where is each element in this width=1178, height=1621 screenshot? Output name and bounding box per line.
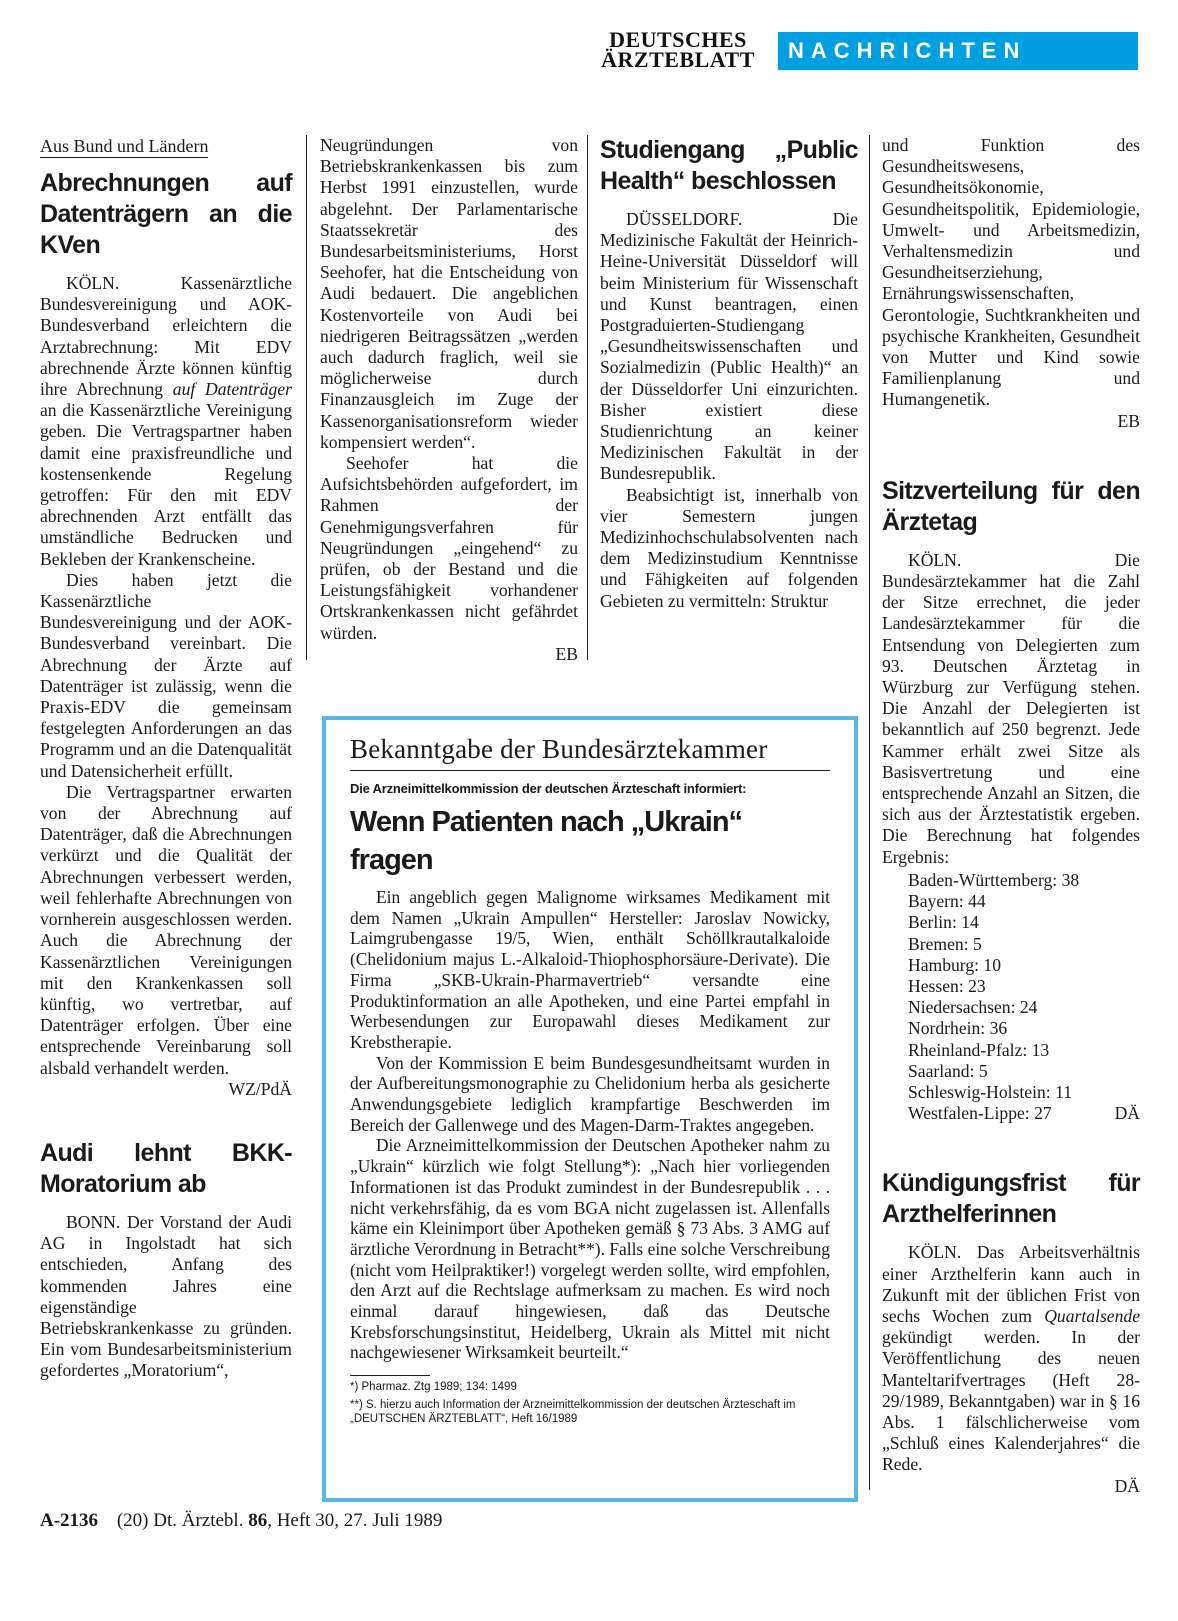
list-item: Berlin: 14 bbox=[908, 912, 979, 933]
article5-paragraph: KÖLN. Das Arbeitsverhältnis einer Arzthelferin kann auch in Zukunft mit der üblichen Frist von sechs Wochen zum Quartalsende gekündigt werden. In der Veröffentlichung des neuen Manteltarifvertrages (Heft 28-29/1989, Bekanntgaben) war in § 16 Abs. 1 fälschlicherweise vom „Schluß eines Kalenderjahres“ die Rede. bbox=[882, 1242, 1140, 1475]
list-item: Westfalen-Lippe: 27 DÄ bbox=[908, 1103, 1140, 1124]
column-rule bbox=[869, 135, 870, 1490]
box-paragraph: Ein angeblich gegen Malignome wirksames Medikament mit dem Namen „Ukrain Ampullen“ Hersteller: Jaroslav Nowicky, Laimgrubengasse 19/5, Wien, enthält Schöllkrautalkaloide (Chelidonium majus L.-Alkaloid-Thiophosphorsäure-Derivate). Die Firma „SKB-Ukrain-Pharmavertrieb“ versandte eine Produktinformation an alle Apotheken, und eine Partei empfahl in Werbesendungen zur Europawahl dieses Medikament zur Krebstherapie. bbox=[350, 887, 830, 1052]
headline-sitzverteilung: Sitzverteilung für den Ärztetag bbox=[882, 476, 1140, 536]
list-item: Saarland: 5 bbox=[908, 1060, 988, 1081]
list-item: Bayern: 44 bbox=[908, 891, 986, 912]
citation-suffix: , Heft 30, 27. Juli 1989 bbox=[267, 1510, 443, 1531]
list-item: Schleswig-Holstein: 11 bbox=[908, 1081, 1073, 1102]
citation-prefix: (20) Dt. Ärztebl. bbox=[116, 1510, 244, 1531]
list-item: Niedersachsen: 24 bbox=[908, 997, 1038, 1018]
column-1 bbox=[40, 135, 292, 1382]
column-3 bbox=[600, 135, 858, 612]
box-kicker: Bekanntgabe der Bundesärztekammer bbox=[350, 734, 830, 771]
page-footer bbox=[40, 1510, 442, 1532]
article1-paragraph: Die Vertragspartner erwarten von der Abrechnung auf Datenträger, daß die Abrechnungen verkürzt und die Qualität der Abrechnungen verbessert werden, weil fehlerhafte Abrechnungen von vornherein ausgeschlossen werden. Auch die Abrechnung der Kassenärztlichen Vereinigungen mit den Krankenkassen soll künftig, wo vertretbar, auf Datenträger erfolgen. Über eine entsprechende Vereinbarung soll alsbald verhandelt werden. bbox=[40, 781, 292, 1078]
footnote-rule bbox=[350, 1375, 430, 1376]
rubric: Aus Bund und Ländern bbox=[40, 136, 209, 156]
list-item: Hessen: 23 bbox=[908, 975, 986, 996]
journal-logo bbox=[598, 27, 758, 72]
volume-number: 86 bbox=[248, 1510, 268, 1531]
list-item: Hamburg: 10 bbox=[908, 954, 1002, 975]
footnote: **) S. hierzu auch Information der Arzneimittelkommission der deutschen Ärzteschaft im „DEUTSCHEN ÄRZTEBLATT“, Heft 16/1989 bbox=[350, 1399, 796, 1426]
article1-paragraph: KÖLN. Kassenärztliche Bundesvereinigung und AOK-Bundesverband erleichtern die Arztabrechnung: Mit EDV abrechnende Ärzte können künftig ihre Abrechnung auf Datenträger an die Kassenärztliche Vereinigung geben. Die Vertragspartner haben damit eine praxisfreundliche und kostensenkende Regelung getroffen: Für den mit EDV abrechnenden Arzt entfällt das umständliche Bedrucken und Bekleben der Krankenscheine. bbox=[40, 273, 292, 569]
box-title: Wenn Patienten nach „Ukrain“ fragen bbox=[350, 806, 743, 876]
list-item: Bremen: 5 bbox=[908, 933, 982, 954]
headline-audi: Audi lehnt BKK-Moratorium ab bbox=[40, 1138, 292, 1198]
list-item: Baden-Württemberg: 38 bbox=[908, 869, 1080, 890]
headline-abrechnungen: Abrechnungen auf Datenträgern an die KVen bbox=[40, 169, 292, 259]
article2-paragraph-cont: Neugründungen von Betriebskrankenkassen bis zum Herbst 1991 einzustellen, wurde abgelehnt. Der Parlamentarische Staatssekretär des Bundesarbeitsministeriums, Horst Seehofer, hat die Entscheidung von Audi bedauert. Die angeblichen Kostenvorteile von Audi bei niedrigeren Beitragssätzen „werden auch dadurch fraglich, weil sie möglicherweise durch Finanzausgleich im Zuge der Kassenorganisationsreform wieder kompensiert werden“. bbox=[320, 135, 578, 452]
announcement-box bbox=[322, 716, 858, 1502]
headline-public-health: Studiengang „Public Health“ beschlossen bbox=[600, 136, 858, 195]
box-body bbox=[350, 887, 830, 1363]
signature: WZ/PdÄ bbox=[228, 1078, 292, 1099]
section-banner: NACHRICHTEN bbox=[778, 32, 1138, 70]
box-paragraph: Von der Kommission E beim Bundesgesundheitsamt wurden in der Aufbereitungsmonographie zu Chelidonium herba als gesicherte Anwendungsgebiete lediglich krampfartige Beschwerden im Bereich der Gallenwege und des Magen-Darm-Traktes angegeben. bbox=[350, 1052, 830, 1135]
list-item: Nordrhein: 36 bbox=[908, 1018, 1008, 1039]
footnote: *) Pharmaz. Ztg 1989; 134: 1499 bbox=[350, 1381, 517, 1394]
box-overline: Die Arzneimittelkommission der deutschen Ärzteschaft informiert: bbox=[350, 781, 747, 796]
headline-kuendigungsfrist: Kündigungsfrist für Arzthelferinnen bbox=[882, 1169, 1140, 1229]
article3-paragraph: DÜSSELDORF. Die Medizinische Fakultät der Heinrich-Heine-Universität Düsseldorf will beim Ministerium für Wissenschaft und Kunst beantragen, einen Postgraduierten-Studiengang „Gesundheitswissenschaften und Sozialmedizin (Public Health)“ an der Düsseldorfer Uni einzurichten. Bisher existiert diese Studienrichtung an keiner Medizinischen Fakultät in der Bundesrepublik. bbox=[600, 209, 858, 484]
logo-line-2: ÄRZTEBLATT bbox=[601, 47, 755, 72]
column-rule bbox=[306, 135, 307, 660]
column-2 bbox=[320, 135, 578, 665]
list-item: Rheinland-Pfalz: 13 bbox=[908, 1039, 1050, 1060]
article4-paragraph: KÖLN. Die Bundesärztekammer hat die Zahl der Sitze errechnet, die jeder Landesärztekammer für die Entsendung von Delegierten zum 93. Deutschen Ärztetag in Würzburg zur Verfügung stehen. Die Anzahl der Delegierten ist bekanntlich auf 250 begrenzt. Jede Kammer erhält zwei Sitze als Basisvertretung und eine entsprechende Anzahl an Sitzen, die sich aus der Ärztestatistik ergeben. Die Berechnung hat folgendes Ergebnis: bbox=[882, 549, 1140, 867]
signature: DÄ bbox=[1114, 1475, 1140, 1496]
article3-paragraph: Beabsichtigt ist, innerhalb von vier Semestern jungen Medizinhochschulabsolventen nach dem Medizinstudium Kenntnisse und Fähigkeiten auf folgenden Gebieten zu vermitteln: Struktur bbox=[600, 484, 858, 611]
article1-paragraph: Dies haben jetzt die Kassenärztliche Bundesvereinigung und der AOK-Bundesverband vereinbart. Die Abrechnung der Ärzte auf Datenträger ist zulässig, wenn die Praxis-EDV die gemeinsam festgelegten Anforderungen an das Programm und an die Datenqualität und Datensicherheit erfüllt. bbox=[40, 569, 292, 781]
delegate-list bbox=[882, 870, 1140, 1124]
article3-paragraph-cont: und Funktion des Gesundheitswesens, Gesundheitsökonomie, Gesundheitspolitik, Epidemiologie, Umwelt- und Arbeitsmedizin, Verhaltensmedizin und Gesundheitserziehung, Ernährungswissenschaften, Gerontologie, Suchtkrankheiten und psychische Krankheiten, Gesundheit von Mutter und Kind sowie Familienplanung und Humangenetik. bbox=[882, 135, 1140, 410]
masthead bbox=[598, 27, 1138, 72]
signature: DÄ bbox=[1114, 1103, 1140, 1124]
box-paragraph: Die Arzneimittelkommission der Deutschen Apotheker nahm zu „Ukrain“ kürzlich wie folgt Stellung*): „Nach hier vorliegenden Informationen ist das Produkt zumindest in der Bundesrepublik . . . nicht verkehrsfähig, da es vom BGA nicht zugelassen ist. Allenfalls käme ein Kleinimport über Apotheken gemäß § 73 Abs. 3 AMG auf ärztliche Verordnung in Betracht**). Falls eine solche Verschreibung (nicht vom Heilpraktiker!) vorgelegt werden sollte, wird empfohlen, den Arzt auf die Rechtslage aufmerksam zu machen. Es wird noch einmal darauf hingewiesen, daß das Deutsche Krebsforschungsinstitut, Heidelberg, Ukrain als Mittel mit nicht nachgewiesener Wirksamkeit beurteilt.“ bbox=[350, 1135, 830, 1363]
column-4 bbox=[882, 135, 1140, 1497]
logo-line-1: DEUTSCHES bbox=[609, 27, 747, 52]
column-rule bbox=[587, 135, 588, 660]
page-number: A-2136 bbox=[40, 1510, 99, 1531]
signature: EB bbox=[1117, 410, 1140, 431]
article2-paragraph: Seehofer hat die Aufsichtsbehörden aufgefordert, im Rahmen der Genehmigungsverfahren für Neugründungen „eingehend“ zu prüfen, ob der Bestand und die Leistungsfähigkeit vorhandener Ortskrankenkassen nicht gefährdet würden. bbox=[320, 453, 578, 643]
article2-paragraph: BONN. Der Vorstand der Audi AG in Ingolstadt hat sich entschieden, Anfang des kommenden Jahres eine eigenständige Betriebskrankenkasse zu gründen. Ein vom Bundesarbeitsministerium gefordertes „Moratorium“, bbox=[40, 1211, 292, 1381]
signature: EB bbox=[555, 643, 578, 664]
